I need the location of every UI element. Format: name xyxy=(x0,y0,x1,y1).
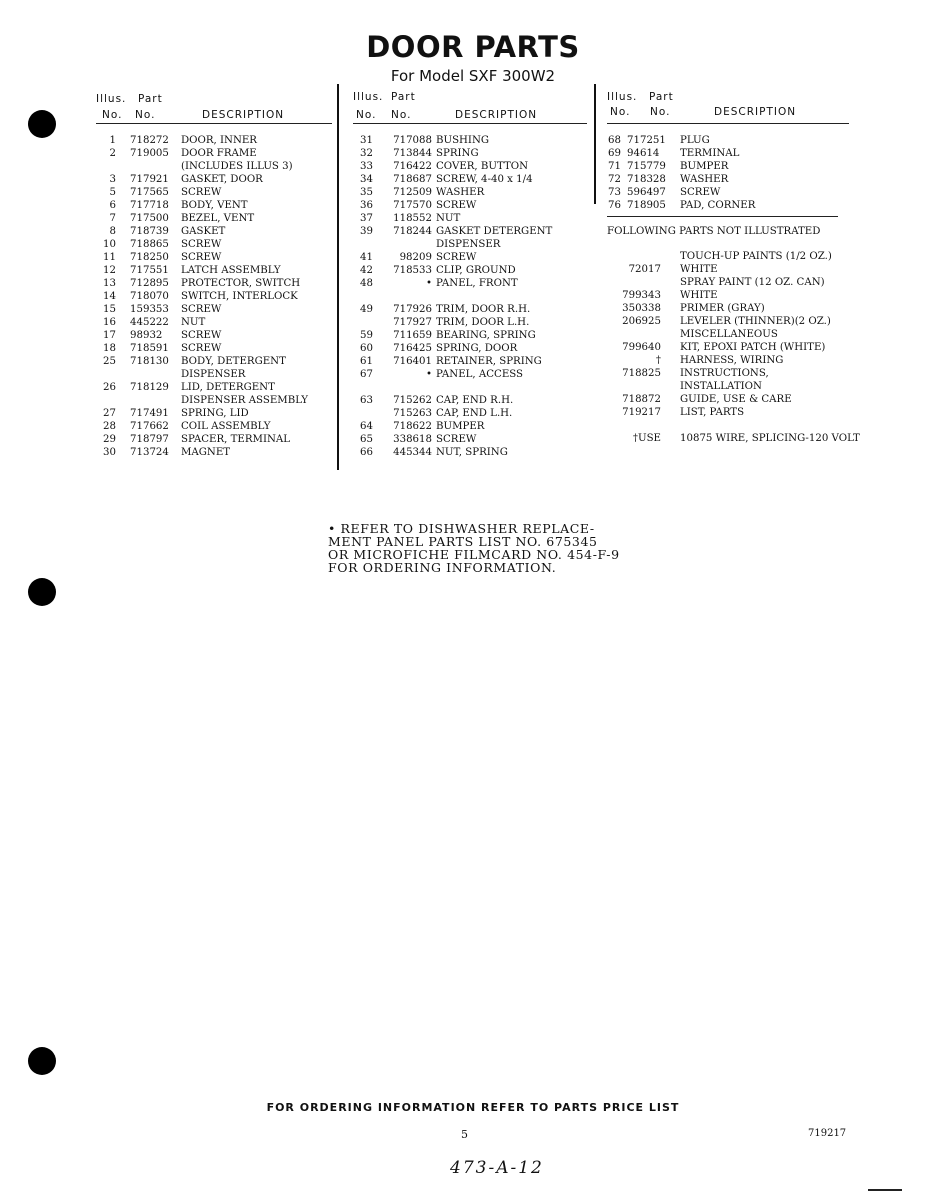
part-description: NUT, SPRING xyxy=(436,447,508,458)
illus-number: 41 xyxy=(360,252,373,263)
parts-column-2 xyxy=(353,88,587,458)
binder-hole-bottom xyxy=(28,1047,56,1075)
list-item xyxy=(96,200,332,213)
part-number: 717927 xyxy=(393,317,432,328)
handwritten-note: 473-A-12 xyxy=(450,1158,544,1178)
part-description: DISPENSER xyxy=(181,369,246,380)
part-description: PANEL, ACCESS xyxy=(436,369,524,380)
list-item xyxy=(96,226,332,239)
list-item xyxy=(96,174,332,187)
illus-number: 3 xyxy=(109,174,116,185)
illus-number: 42 xyxy=(360,265,373,276)
column-header xyxy=(96,88,332,126)
part-description: HARNESS, WIRING xyxy=(680,355,784,366)
list-item xyxy=(353,200,587,213)
illus-number: 61 xyxy=(360,356,373,367)
part-number: 72017 xyxy=(628,264,661,275)
list-item xyxy=(607,161,849,174)
part-number: 711659 xyxy=(393,330,432,341)
column-header xyxy=(607,88,849,126)
part-description: CLIP, GROUND xyxy=(436,265,516,276)
part-number: 445344 xyxy=(393,447,432,458)
list-item xyxy=(353,174,587,187)
part-description: SCREW xyxy=(680,187,721,198)
list-item xyxy=(96,187,332,200)
part-number: 718825 xyxy=(622,368,661,379)
part-number: 718130 xyxy=(130,356,169,367)
list-item xyxy=(353,252,587,265)
column-divider-1 xyxy=(337,84,339,470)
header-description: DESCRIPTION xyxy=(455,109,538,121)
part-description: TRIM, DOOR R.H. xyxy=(436,304,531,315)
part-number: 718070 xyxy=(130,291,169,302)
part-number: 717926 xyxy=(393,304,432,315)
illus-number: 71 xyxy=(608,161,621,172)
list-item xyxy=(96,317,332,330)
part-description: RETAINER, SPRING xyxy=(436,356,542,367)
list-item xyxy=(96,343,332,356)
part-number: 717921 xyxy=(130,174,169,185)
part-number: 717570 xyxy=(393,200,432,211)
part-description: SCREW xyxy=(436,252,477,263)
list-item xyxy=(607,420,849,433)
part-number: 98209 xyxy=(399,252,432,263)
list-item xyxy=(353,265,587,278)
list-item xyxy=(353,356,587,369)
part-description: SPRAY PAINT (12 OZ. CAN) xyxy=(680,277,825,288)
part-number: 715779 xyxy=(627,161,666,172)
part-number: 717088 xyxy=(393,135,432,146)
part-description: SCREW xyxy=(181,252,222,263)
part-number: 118552 xyxy=(393,213,432,224)
part-number: 717565 xyxy=(130,187,169,198)
model-subtitle: For Model SXF 300W2 xyxy=(390,67,556,85)
part-description: DOOR, INNER xyxy=(181,135,257,146)
list-item xyxy=(607,381,849,394)
part-number: 715262 xyxy=(393,395,432,406)
part-description: DISPENSER ASSEMBLY xyxy=(181,395,309,406)
part-description: TRIM, DOOR L.H. xyxy=(436,317,530,328)
list-item xyxy=(96,291,332,304)
part-number: 712509 xyxy=(393,187,432,198)
part-description: NUT xyxy=(181,317,206,328)
part-number: 799343 xyxy=(622,290,661,301)
part-number: 713844 xyxy=(393,148,432,159)
part-description: LATCH ASSEMBLY xyxy=(181,265,281,276)
illus-number: 25 xyxy=(103,356,116,367)
part-description: GASKET, DOOR xyxy=(181,174,263,185)
part-number: 718687 xyxy=(393,174,432,185)
part-number: 715263 xyxy=(393,408,432,419)
part-number: 718797 xyxy=(130,434,169,445)
part-description: WASHER xyxy=(436,187,485,198)
list-item xyxy=(96,213,332,226)
part-number: 596497 xyxy=(627,187,666,198)
part-description: PRIMER (GRAY) xyxy=(680,303,765,314)
part-number: 719217 xyxy=(622,407,661,418)
part-description: PROTECTOR, SWITCH xyxy=(181,278,301,289)
part-description: TERMINAL xyxy=(680,148,740,159)
list-item xyxy=(96,421,332,434)
part-description: SCREW xyxy=(436,434,477,445)
part-description: BODY, VENT xyxy=(181,200,248,211)
header-no-part: No. xyxy=(135,109,156,121)
illus-number: 59 xyxy=(360,330,373,341)
list-item xyxy=(607,394,849,407)
part-description: PANEL, FRONT xyxy=(436,278,518,289)
list-item xyxy=(607,135,849,148)
header-rule xyxy=(607,123,849,124)
part-description: BEZEL, VENT xyxy=(181,213,255,224)
illus-number: 34 xyxy=(360,174,373,185)
column-divider-2 xyxy=(594,84,596,204)
binder-hole-middle xyxy=(28,578,56,606)
list-item xyxy=(96,356,332,369)
part-description: DISPENSER xyxy=(436,239,501,250)
part-number: 159353 xyxy=(130,304,169,315)
part-number: 718129 xyxy=(130,382,169,393)
corner-mark xyxy=(868,1189,902,1191)
illus-number: 13 xyxy=(103,278,116,289)
list-item xyxy=(353,434,587,447)
misc-parts-list xyxy=(607,251,860,446)
illus-number: 60 xyxy=(360,343,373,354)
list-item xyxy=(607,264,849,277)
illus-number: 68 xyxy=(608,135,621,146)
part-description: WHITE xyxy=(680,264,718,275)
header-no-illus: No. xyxy=(356,109,377,121)
parts-list-1 xyxy=(96,135,332,460)
part-number: 717491 xyxy=(130,408,169,419)
part-number: 713724 xyxy=(130,447,169,458)
illus-number: 36 xyxy=(360,200,373,211)
list-item xyxy=(353,187,587,200)
illus-number: 67 xyxy=(360,369,373,380)
part-description: SCREW xyxy=(436,200,477,211)
note-line: OR MICROFICHE FILMCARD NO. 454-F-9 xyxy=(328,547,620,562)
list-item xyxy=(353,343,587,356)
part-number: 718328 xyxy=(627,174,666,185)
header-description: DESCRIPTION xyxy=(202,109,285,121)
part-number: 717251 xyxy=(627,135,666,146)
part-number: 718244 xyxy=(393,226,432,237)
illus-number: 27 xyxy=(103,408,116,419)
part-number: 799640 xyxy=(622,342,661,353)
list-item xyxy=(96,369,332,382)
illus-number: 18 xyxy=(103,343,116,354)
header-no-illus: No. xyxy=(610,106,631,118)
part-description: SWITCH, INTERLOCK xyxy=(181,291,298,302)
illus-number: 15 xyxy=(103,304,116,315)
part-description: LID, DETERGENT xyxy=(181,382,275,393)
illus-number: 29 xyxy=(103,434,116,445)
list-item xyxy=(96,148,332,161)
part-description: CAP, END L.H. xyxy=(436,408,513,419)
illus-number: 33 xyxy=(360,161,373,172)
part-number: 718905 xyxy=(627,200,666,211)
part-description: SCREW xyxy=(181,304,222,315)
list-item xyxy=(353,291,587,304)
illus-number: 26 xyxy=(103,382,116,393)
list-item xyxy=(96,447,332,460)
ordering-note xyxy=(328,522,620,574)
part-description: BUSHING xyxy=(436,135,490,146)
part-description: CAP, END R.H. xyxy=(436,395,514,406)
illus-number: 63 xyxy=(360,395,373,406)
illus-number: 10 xyxy=(103,239,116,250)
part-number: 206925 xyxy=(622,316,661,327)
part-number: † xyxy=(655,355,661,366)
part-number: 717551 xyxy=(130,265,169,276)
header-part: Part xyxy=(391,91,416,103)
part-description: NUT xyxy=(436,213,461,224)
list-item xyxy=(96,434,332,447)
part-number: 718872 xyxy=(622,394,661,405)
illus-number: 1 xyxy=(109,135,116,146)
list-item xyxy=(353,239,587,252)
part-number: 718533 xyxy=(393,265,432,276)
section-rule xyxy=(607,216,838,217)
part-number: 338618 xyxy=(393,434,432,445)
list-item xyxy=(96,239,332,252)
part-description: DOOR FRAME xyxy=(181,148,257,159)
list-item xyxy=(353,161,587,174)
part-description: MAGNET xyxy=(181,447,231,458)
header-part: Part xyxy=(649,91,674,103)
list-item xyxy=(96,278,332,291)
list-item xyxy=(607,187,849,200)
not-illustrated-heading-text: FOLLOWING PARTS NOT ILLUSTRATED xyxy=(607,226,821,237)
column-header xyxy=(353,88,587,126)
list-item xyxy=(96,161,332,174)
part-number: 718250 xyxy=(130,252,169,263)
part-description: WASHER xyxy=(680,174,729,185)
document-number: 719217 xyxy=(808,1128,847,1139)
illus-number: 14 xyxy=(103,291,116,302)
list-item xyxy=(607,368,849,381)
illus-number: 35 xyxy=(360,187,373,198)
illus-number: 31 xyxy=(360,135,373,146)
part-number: 717662 xyxy=(130,421,169,432)
illus-number: 30 xyxy=(103,447,116,458)
parts-list-2 xyxy=(353,135,587,460)
part-description: SCREW xyxy=(181,343,222,354)
part-description: SPRING xyxy=(436,148,479,159)
list-item xyxy=(96,330,332,343)
list-item xyxy=(353,447,587,460)
part-description: BODY, DETERGENT xyxy=(181,356,286,367)
list-item xyxy=(607,433,860,446)
header-illus: Illus. xyxy=(607,91,638,103)
part-number: 719005 xyxy=(130,148,169,159)
list-item xyxy=(607,290,849,303)
list-item xyxy=(607,329,849,342)
header-rule xyxy=(353,123,587,124)
parts-column-1 xyxy=(96,88,332,458)
illus-number: 28 xyxy=(103,421,116,432)
header-no-part: No. xyxy=(650,106,671,118)
part-number: 98932 xyxy=(130,330,163,341)
header-no-part: No. xyxy=(391,109,412,121)
list-item xyxy=(607,407,849,420)
list-item xyxy=(607,355,849,368)
part-description: LIST, PARTS xyxy=(680,407,745,418)
illus-number: 16 xyxy=(103,317,116,328)
part-description: INSTALLATION xyxy=(680,381,762,392)
part-description: MISCELLANEOUS xyxy=(680,329,778,340)
part-description: SCREW xyxy=(181,239,222,250)
part-description: BEARING, SPRING xyxy=(436,330,536,341)
part-number: 717718 xyxy=(130,200,169,211)
footer-ordering-info: FOR ORDERING INFORMATION REFER TO PARTS PRICE LIST xyxy=(266,1101,680,1114)
part-number: 94614 xyxy=(627,148,660,159)
parts-column-3 xyxy=(607,88,860,444)
header-no-illus: No. xyxy=(102,109,123,121)
illus-number: 5 xyxy=(109,187,116,198)
illus-number: 7 xyxy=(109,213,116,224)
not-illustrated-heading xyxy=(607,226,849,239)
part-description: SCREW xyxy=(181,330,222,341)
part-description: SPACER, TERMINAL xyxy=(181,434,291,445)
page-title: DOOR PARTS xyxy=(366,30,580,64)
list-item xyxy=(607,303,849,316)
part-description: SPRING, DOOR xyxy=(436,343,518,354)
list-item xyxy=(353,421,587,434)
part-description: WHITE xyxy=(680,290,718,301)
illus-number: 73 xyxy=(608,187,621,198)
illus-number: 66 xyxy=(360,447,373,458)
part-description: TOUCH-UP PAINTS (1/2 OZ.) xyxy=(680,251,832,262)
part-description: KIT, EPOXI PATCH (WHITE) xyxy=(680,342,826,353)
list-item xyxy=(607,342,849,355)
header-part: Part xyxy=(138,93,163,105)
part-description: PLUG xyxy=(680,135,710,146)
list-item xyxy=(353,369,587,382)
illus-number: 2 xyxy=(109,148,116,159)
illus-number: 32 xyxy=(360,148,373,159)
note-line: • REFER TO DISHWASHER REPLACE- xyxy=(328,521,595,536)
list-item xyxy=(353,317,587,330)
part-number: 718865 xyxy=(130,239,169,250)
illus-number: 11 xyxy=(103,252,116,263)
illus-number: 12 xyxy=(103,265,116,276)
part-number: • xyxy=(425,278,432,289)
list-item xyxy=(607,277,849,290)
list-item xyxy=(353,408,587,421)
part-description: INSTRUCTIONS, xyxy=(680,368,769,379)
list-item xyxy=(353,382,587,395)
part-description: GASKET DETERGENT xyxy=(436,226,553,237)
list-item xyxy=(353,135,587,148)
part-description: BUMPER xyxy=(680,161,729,172)
part-number: 718622 xyxy=(393,421,432,432)
part-number: 718272 xyxy=(130,135,169,146)
part-description: 10875 WIRE, SPLICING-120 VOLT xyxy=(680,433,860,444)
part-number: 716425 xyxy=(393,343,432,354)
header-illus: Illus. xyxy=(353,91,384,103)
part-number: 350338 xyxy=(622,303,661,314)
illus-number: 64 xyxy=(360,421,373,432)
part-description: PAD, CORNER xyxy=(680,200,756,211)
list-item xyxy=(607,200,849,213)
list-item xyxy=(607,251,849,264)
part-number: 716422 xyxy=(393,161,432,172)
header-rule xyxy=(96,123,332,124)
list-item xyxy=(96,408,332,421)
note-line: FOR ORDERING INFORMATION. xyxy=(328,560,557,575)
part-description: GUIDE, USE & CARE xyxy=(680,394,792,405)
part-description: COIL ASSEMBLY xyxy=(181,421,271,432)
part-description: LEVELER (THINNER)(2 OZ.) xyxy=(680,316,831,327)
list-item xyxy=(96,395,332,408)
part-number: 718591 xyxy=(130,343,169,354)
part-number: 445222 xyxy=(130,317,169,328)
part-description: COVER, BUTTON xyxy=(436,161,529,172)
list-item xyxy=(353,395,587,408)
list-item xyxy=(607,174,849,187)
list-item xyxy=(96,252,332,265)
page-number: 5 xyxy=(461,1128,468,1141)
list-item xyxy=(353,304,587,317)
part-description: GASKET xyxy=(181,226,226,237)
list-item xyxy=(353,330,587,343)
list-item xyxy=(96,304,332,317)
part-description: BUMPER xyxy=(436,421,485,432)
part-description: SPRING, LID xyxy=(181,408,249,419)
list-item xyxy=(607,148,849,161)
illus-number: 49 xyxy=(360,304,373,315)
binder-hole-top xyxy=(28,110,56,138)
list-item xyxy=(353,148,587,161)
part-description: SCREW xyxy=(181,187,222,198)
illus-number: 48 xyxy=(360,278,373,289)
part-description: (INCLUDES ILLUS 3) xyxy=(181,161,293,172)
illus-number: 76 xyxy=(608,200,621,211)
part-number: 712895 xyxy=(130,278,169,289)
illus-number: 39 xyxy=(360,226,373,237)
illus-number: 69 xyxy=(608,148,621,159)
part-number: 717500 xyxy=(130,213,169,224)
part-number: 718739 xyxy=(130,226,169,237)
part-description: SCREW, 4-40 x 1/4 xyxy=(436,174,533,185)
list-item xyxy=(96,265,332,278)
part-number: • xyxy=(425,369,432,380)
illus-number: 72 xyxy=(608,174,621,185)
illus-number: 17 xyxy=(103,330,116,341)
illus-number: 65 xyxy=(360,434,373,445)
part-number: 716401 xyxy=(393,356,432,367)
list-item xyxy=(96,382,332,395)
illus-number: 8 xyxy=(109,226,116,237)
note-line: MENT PANEL PARTS LIST NO. 675345 xyxy=(328,534,598,549)
illus-number: 6 xyxy=(109,200,116,211)
header-illus: Illus. xyxy=(96,93,127,105)
list-item xyxy=(96,135,332,148)
header-description: DESCRIPTION xyxy=(714,106,797,118)
list-item xyxy=(353,278,587,291)
part-number: †USE xyxy=(632,433,661,444)
list-item xyxy=(353,213,587,226)
parts-list-3 xyxy=(607,135,849,213)
list-item xyxy=(353,226,587,239)
illus-number: 37 xyxy=(360,213,373,224)
list-item xyxy=(607,316,849,329)
